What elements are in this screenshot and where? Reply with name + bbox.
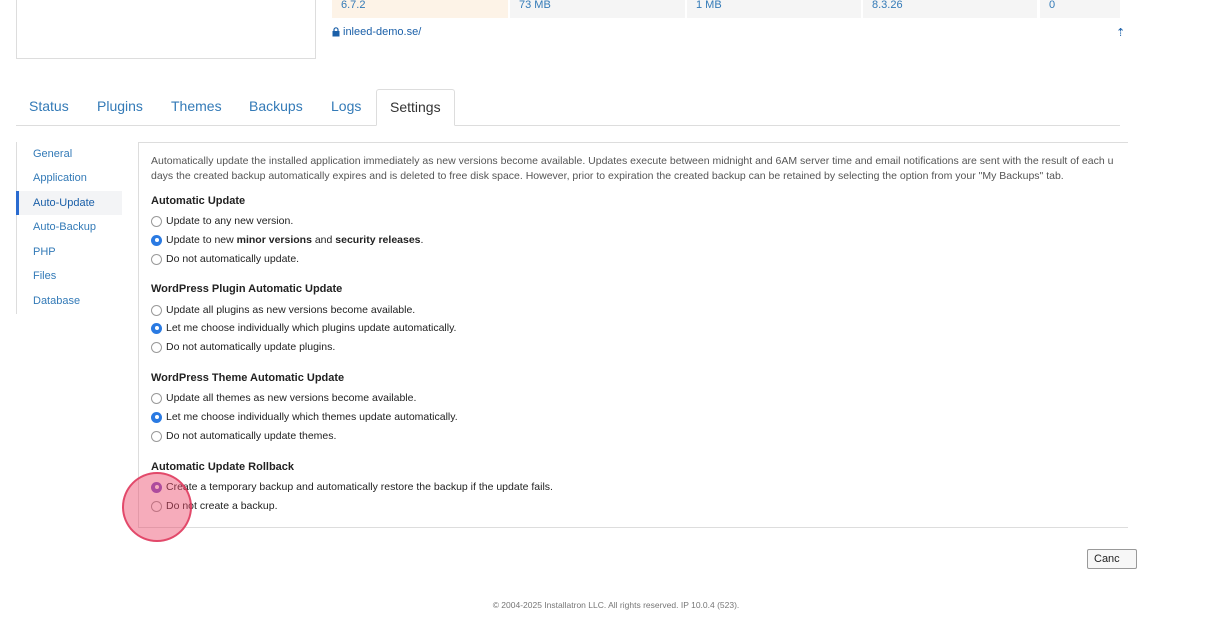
option-label: Do not automatically update. — [166, 253, 300, 265]
no-auto-update-radio[interactable] — [151, 254, 162, 265]
theme-update-heading: WordPress Theme Automatic Update — [151, 372, 345, 384]
rollback-no-backup-radio[interactable] — [151, 501, 162, 512]
plugins-choose-radio[interactable] — [151, 323, 162, 334]
sidebar-item-auto-update[interactable]: Auto-Update — [16, 191, 122, 215]
site-link[interactable] — [332, 26, 421, 38]
sidebar-item-general[interactable]: General — [33, 148, 73, 160]
sidebar-item-files[interactable]: Files — [33, 270, 57, 282]
tab-bar — [16, 89, 1120, 126]
version-cell: 6.7.2 — [332, 0, 508, 18]
option-label: Update to new minor versions and security releases. — [166, 234, 424, 246]
count-cell: 0 — [1040, 0, 1120, 18]
disk-usage-cell: 73 MB — [510, 0, 685, 18]
description-line-2: days the created backup automatically expires and is deleted to free disk space. However, prior to expiration the created backup can be retained by selecting the option from your "My Backups" tab. — [151, 169, 1064, 182]
app-info-box — [16, 0, 316, 59]
update-any-version-option[interactable] — [151, 213, 293, 229]
plugins-update-all-option[interactable] — [151, 302, 415, 318]
themes-choose-option[interactable] — [151, 409, 458, 425]
database-size-cell: 1 MB — [687, 0, 861, 18]
option-label: Update to any new version. — [166, 215, 294, 227]
lock-icon — [332, 27, 340, 37]
option-label: Update all themes as new versions become available. — [166, 392, 417, 404]
site-link-label: inleed-demo.se/ — [343, 26, 422, 38]
option-label: Do not create a backup. — [166, 500, 278, 512]
option-label: Create a temporary backup and automatically restore the backup if the update fails. — [166, 481, 553, 493]
themes-no-update-option[interactable] — [151, 428, 336, 444]
plugins-choose-option[interactable] — [151, 320, 456, 336]
tab-plugins[interactable]: Plugins — [97, 98, 143, 114]
sidebar-item-auto-backup[interactable]: Auto-Backup — [33, 221, 96, 233]
no-auto-update-option[interactable] — [151, 251, 299, 267]
tab-logs[interactable]: Logs — [331, 98, 362, 114]
rollback-backup-option[interactable] — [151, 479, 553, 495]
themes-update-all-radio[interactable] — [151, 393, 162, 404]
tab-status[interactable]: Status — [29, 98, 69, 114]
sidebar-item-database[interactable]: Database — [33, 295, 81, 307]
themes-update-all-option[interactable] — [151, 390, 416, 406]
plugins-no-update-radio[interactable] — [151, 342, 162, 353]
themes-no-update-radio[interactable] — [151, 431, 162, 442]
update-minor-security-option[interactable] — [151, 232, 423, 248]
cancel-button[interactable]: Canc — [1087, 549, 1137, 569]
plugins-no-update-option[interactable] — [151, 339, 335, 355]
plugins-update-all-radio[interactable] — [151, 305, 162, 316]
rollback-backup-radio[interactable] — [151, 482, 162, 493]
tab-backups[interactable]: Backups — [249, 98, 303, 114]
plugin-update-heading: WordPress Plugin Automatic Update — [151, 283, 343, 295]
copyright-footer: © 2004-2025 Installatron LLC. All rights reserved. IP 10.0.4 (523). — [492, 600, 740, 610]
update-minor-security-radio[interactable] — [151, 235, 162, 246]
sidebar-item-application[interactable]: Application — [33, 172, 87, 184]
update-any-version-radio[interactable] — [151, 216, 162, 227]
option-label: Update all plugins as new versions become available. — [166, 304, 416, 316]
rollback-heading: Automatic Update Rollback — [151, 461, 295, 473]
settings-sidebar — [16, 142, 123, 314]
themes-choose-radio[interactable] — [151, 412, 162, 423]
option-label: Let me choose individually which plugins update automatically. — [166, 322, 457, 334]
sidebar-item-php[interactable]: PHP — [33, 246, 56, 258]
tab-themes[interactable]: Themes — [171, 98, 222, 114]
automatic-update-heading: Automatic Update — [151, 195, 246, 207]
option-label: Do not automatically update themes. — [166, 430, 337, 442]
description-line-1: Automatically update the installed application immediately as new versions become available. Updates execute between midnight and 6AM server time and email notifications are sent with the result of each u — [151, 155, 1114, 167]
php-version-cell: 8.3.26 — [863, 0, 1037, 18]
rollback-no-backup-option[interactable] — [151, 498, 278, 514]
auto-update-description — [151, 154, 1126, 183]
option-label: Do not automatically update plugins. — [166, 341, 336, 353]
external-link-icon[interactable]: ⇡ — [1116, 27, 1126, 39]
tab-settings[interactable]: Settings — [376, 89, 455, 126]
option-label: Let me choose individually which themes update automatically. — [166, 411, 458, 423]
